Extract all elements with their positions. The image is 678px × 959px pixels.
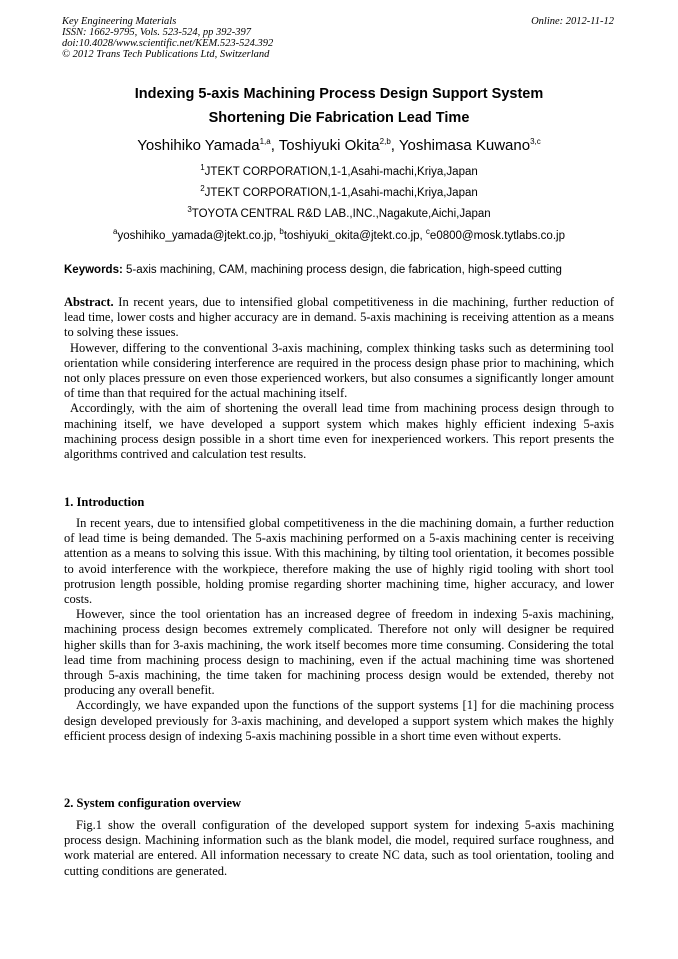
section-introduction-body [64, 516, 614, 744]
abstract-paragraph [64, 295, 614, 341]
keywords-text: 5-axis machining, CAM, machining process design, die fabrication, high-speed cutting [126, 264, 562, 276]
affiliation-text: TOYOTA CENTRAL R&D LAB.,INC.,Nagakute,Aichi,Japan [191, 208, 491, 220]
copyright-line: © 2012 Trans Tech Publications Ltd, Switzerland [62, 49, 270, 60]
affiliation-text: JTEKT CORPORATION,1-1,Asahi-machi,Kriya,Japan [204, 166, 478, 178]
abstract-paragraph: Accordingly, with the aim of shortening the overall lead time from machining process design through to machining itself, we have developed a support system which makes highly efficient indexing 5-axis machining process design possible in a short time even for inexperienced workers. This report presents the algorithms contrived and calculation test results. [64, 401, 614, 462]
abstract-text: In recent years, due to intensified global competitiveness in die machining, further reduction of lead time, lower costs and higher accuracy are in demand. 5-axis machining is receiving attention as a means to solving these issues. [64, 295, 614, 340]
online-date: Online: 2012-11-12 [531, 16, 614, 27]
affiliation-superscript: 1 [200, 163, 205, 173]
abstract [64, 295, 614, 462]
email-text: toshiyuki_okita@jtekt.co.jp [283, 230, 420, 242]
section-heading-system-configuration: 2. System configuration overview [64, 796, 242, 810]
email-superscript: a [113, 227, 118, 237]
body-paragraph: Fig.1 show the overall configuration of the developed support system for indexing 5-axis machining process design. Machining information such as the blank model, die model, required surface roughness, and work material are entered. All information necessary to create NC data, such as tool orientation, tooling and cutting conditions are generated. [64, 818, 614, 878]
affiliation-superscript: 2 [200, 184, 205, 194]
title-line-2: Shortening Die Fabrication Lead Time [208, 110, 470, 126]
email-superscript: b [279, 227, 284, 237]
journal-name: Key Engineering Materials [62, 16, 177, 27]
email-line: $^a$yoshihiko_yamada@jtekt.co.jp, $^b$toshiyuki_okita@jtekt.co.jp, $^c$e0800@mosk.tytlabs.co.jp [113, 227, 565, 242]
running-header [62, 16, 614, 60]
affiliation-text: JTEKT CORPORATION,1-1,Asahi-machi,Kriya,Japan [204, 187, 478, 199]
author-superscript: 2,b [379, 137, 391, 146]
abstract-label: Abstract. [64, 295, 114, 309]
abstract-paragraph: However, differing to the conventional 3-axis machining, complex thinking tasks such as determining tool orientation while considering interference are required in the process design phase prior to machining, which not only places pressure on even those experienced workers, but also consumes a significantly longer amount of time than that required for the actual machining itself. [64, 340, 614, 401]
paper-title [40, 82, 638, 130]
doi-line: doi:10.4028/www.scientific.net/KEM.523-524.392 [62, 38, 274, 49]
section-system-configuration-body [64, 818, 614, 879]
title-line-1: Indexing 5-axis Machining Process Design Support System [134, 86, 544, 102]
issn-line: ISSN: 1662-9795, Vols. 523-524, pp 392-397 [62, 27, 251, 38]
affiliation-3 [30, 206, 648, 222]
affiliation-superscript: 3 [187, 205, 192, 215]
keywords-label: Keywords: [64, 264, 123, 276]
author-name: Yoshihiko Yamada [137, 137, 260, 154]
email-text: e0800@mosk.tytlabs.co.jp [429, 230, 565, 242]
affiliation-1 [30, 164, 648, 180]
author-superscript: 1,a [259, 137, 271, 146]
affiliation-2 [30, 185, 648, 201]
author-name: Yoshimasa Kuwano [398, 137, 531, 154]
body-paragraph: However, since the tool orientation has an increased degree of freedom in indexing 5-axis machining, machining process design becomes extremely complicated. Therefore not only will designer be required higher skills than for 3-axis machining, the work itself becomes more time consuming. Considering the total lead time from machining process design to machining, even if the actual machining time was shortened through 5-axis machining, the time taken for machining process design would be extended, thereby not producing any overall benefit. [64, 607, 614, 698]
body-paragraph: Accordingly, we have expanded upon the functions of the support systems [1] for die machining process design developed previously for 3-axis machining, and developed a support system which makes the highly efficient process design of indexing 5-axis machining possible in a short time even without experts. [64, 698, 614, 743]
author-superscript: 3,c [530, 137, 541, 146]
email-text: yoshihiko_yamada@jtekt.co.jp [117, 230, 273, 242]
author-list: Yoshihiko Yamada$^{1,a}$, Toshiyuki Okita$^{2,b}$, Yoshimasa Kuwano$^{3,c}$ [137, 137, 541, 154]
body-paragraph: In recent years, due to intensified global competitiveness in the die machining domain, a further reduction of lead time is being demanded. The 5-axis machining performed on a 5-axis machining center is receiving attention as a means to solving this issue. With this machining, by tilting tool orientation, it becomes possible to avoid interference with the workpiece, therefore making the use of highly rigid tooling with short tool protrusion length possible, holding promise regarding shorter machining time, higher accuracy, and lower costs. [64, 516, 614, 607]
section-heading-introduction: 1. Introduction [64, 495, 145, 509]
keywords [64, 263, 624, 277]
email-superscript: c [425, 227, 430, 237]
author-name: Toshiyuki Okita [278, 137, 380, 154]
